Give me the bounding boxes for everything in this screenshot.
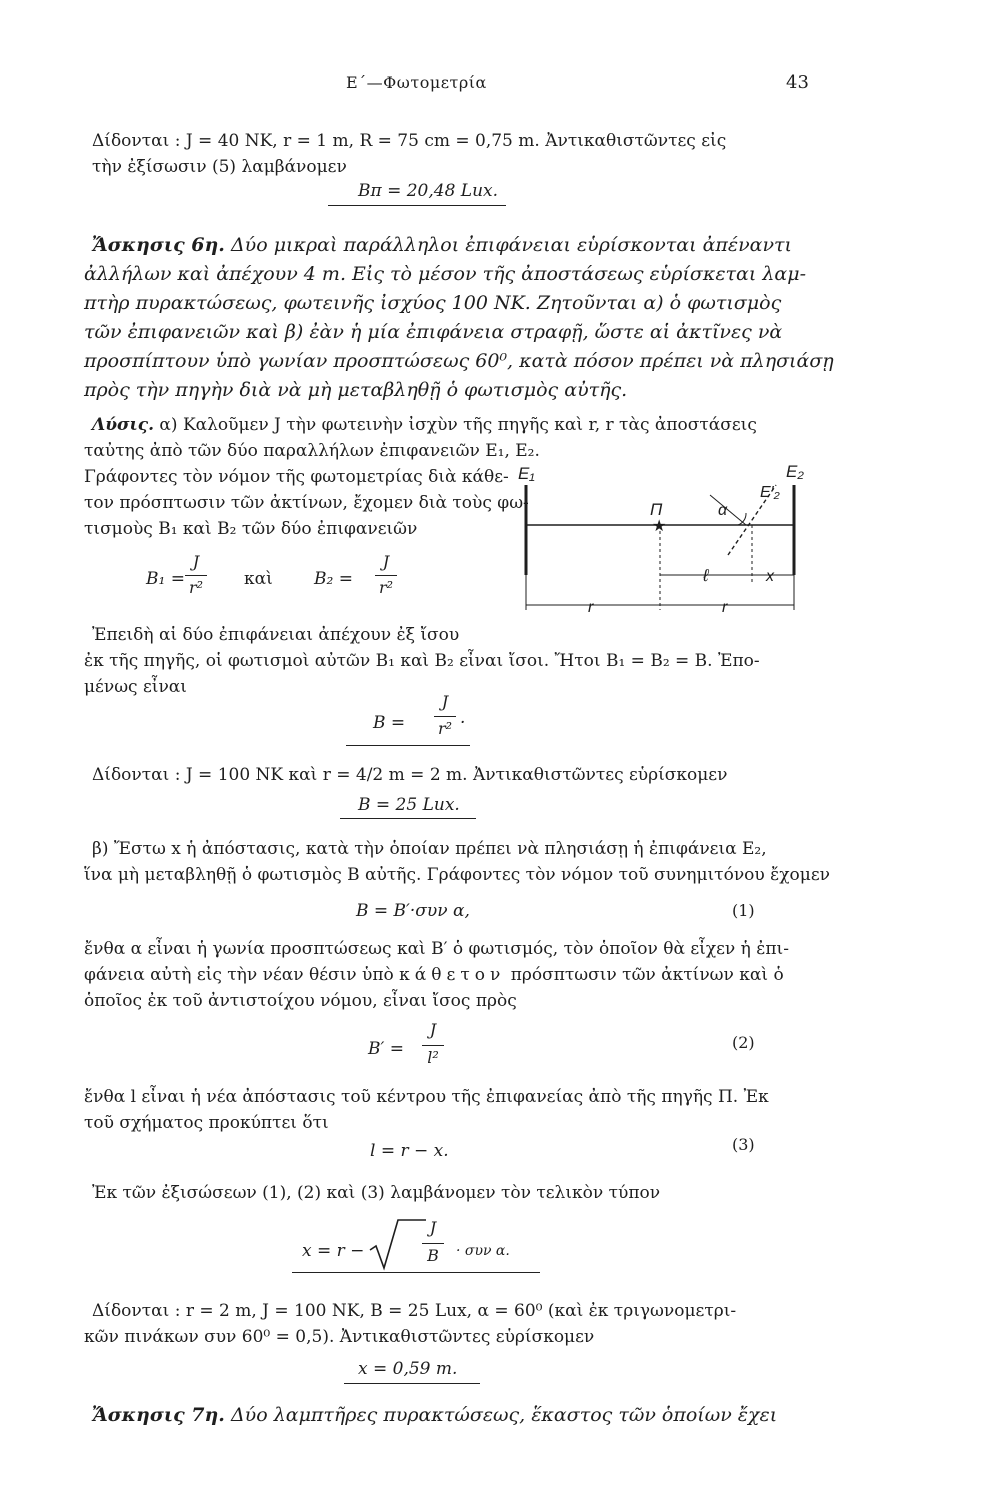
given-line-3: Δίδονται : J = 100 NK καὶ r = 4/2 m = 2 m. Ἀντικαθιστῶντες εὑρίσκομεν (92, 765, 728, 785)
exercise-6-line-2: ἀλλήλων καὶ ἀπέχουν 4 m. Εἰς τὸ μέσον τῆς ἀποστάσεως εὑρίσκεται λαμ- (84, 263, 807, 285)
result-b: B = 25 Lux. (358, 795, 460, 815)
solution-line-7: ἐκ τῆς πηγῆς, οἱ φωτισμοὶ αὐτῶν B₁ καὶ B₂ εἶναι ἴσοι. Ἤτοι B₁ = B₂ = B. Ἐπο- (84, 651, 760, 671)
final-underline (292, 1272, 540, 1273)
figure-label-e2-prime: E′₂ (760, 484, 780, 501)
eq-2-fraction-bar (422, 1045, 444, 1046)
part-b-line-5: ὁποῖος ἐκ τοῦ ἀντιστοίχου νόμου, εἶναι ἴσος πρὸς (84, 991, 517, 1011)
figure-label-x: x (766, 568, 774, 585)
geometry-figure (510, 455, 810, 625)
result-b-underline (340, 818, 476, 819)
result-x-underline (344, 1383, 480, 1384)
ray-line (710, 495, 746, 525)
eq-b2-lhs: B₂ = (314, 569, 353, 589)
eq-3: l = r − x. (370, 1141, 449, 1161)
eq-b2-denominator: r² (378, 578, 394, 597)
solution-line-8: μένως εἶναι (84, 677, 187, 697)
final-denominator: B (427, 1246, 439, 1265)
figure-label-source: Π (650, 500, 663, 519)
exercise-6-line-3: πτὴρ πυρακτώσεως, φωτεινῆς ἰσχύος 100 NK. Ζητοῦνται α) ὁ φωτισμὸς (84, 292, 782, 314)
part-b-line-3: ἔνθα α εἶναι ἡ γωνία προσπτώσεως καὶ B′ ὁ φωτισμός, τὸν ὁποῖον θὰ εἶχεν ἡ ἐπι- (84, 939, 789, 959)
part-b-line-4a: φάνεια αὐτὴ εἰς τὴν νέαν θέσιν ὑπὸ (84, 965, 394, 985)
eq-2-label: (2) (732, 1033, 755, 1052)
eq-b-lhs: B = (373, 713, 406, 733)
part-b-line-4b: πρόσπτωσιν τῶν ἀκτίνων καὶ ὁ (510, 965, 784, 985)
eq-3-label: (3) (732, 1135, 755, 1154)
solution-text-1: α) Καλοῦμεν J τὴν φωτεινὴν ἰσχὺν τῆς πηγῆς καὶ r, r τὰς ἀποστάσεις (159, 415, 757, 435)
figure-label-r-left: r (588, 599, 594, 616)
eq-b-underline (346, 745, 470, 746)
eq-2-numerator: J (429, 1020, 437, 1039)
final-lhs: x = r − (302, 1241, 365, 1261)
figure-label-r-right: r (722, 599, 728, 616)
eq-b2-numerator: J (382, 552, 390, 571)
exercise-6-line-6: πρὸς τὴν πηγὴν διὰ νὰ μὴ μεταβληθῇ ὁ φωτισμὸς αὐτῆς. (84, 379, 628, 401)
exercise-6-label: Ἄσκησις 6η. (92, 234, 225, 256)
result-x: x = 0,59 m. (358, 1359, 458, 1379)
exercise-7-text: Δύο λαμπτῆρες πυρακτώσεως, ἕκαστος τῶν ὁποίων ἔχει (230, 1404, 778, 1426)
exercise-7-label: Ἄσκησις 7η. (92, 1404, 225, 1426)
part-b-line-1: β) Ἔστω x ἡ ἀπόστασις, κατὰ τὴν ὁποίαν πρέπει νὰ πλησιάσῃ ἡ ἐπιφάνεια E₂, (92, 839, 767, 859)
eq-b-fraction-bar (434, 716, 456, 717)
solution-label: Λύσις. (92, 415, 155, 435)
figure-label-e2: E₂ (786, 462, 804, 481)
solution-line-5: τισμοὺς B₁ καὶ B₂ τῶν δύο ἐπιφανειῶν (84, 519, 418, 539)
final-fraction-bar (422, 1243, 444, 1244)
result-underline (328, 205, 506, 206)
eq-2-denominator: l² (427, 1048, 439, 1067)
solution-line-4: τον πρόσπτωσιν τῶν ἀκτίνων, ἔχομεν διὰ τοὺς φω- (84, 493, 529, 513)
figure-label-l: ℓ (703, 566, 709, 585)
eq-b-end: · (460, 713, 466, 733)
exercise-6-line-4: τῶν ἐπιφανειῶν καὶ β) ἐὰν ἡ μία ἐπιφάνεια στραφῇ, ὥστε αἱ ἀκτῖνες νὰ (84, 321, 783, 343)
given-line-1: Δίδονται : J = 40 NK, r = 1 m, R = 75 cm = 0,75 m. Ἀντικαθιστῶντες εἰς (92, 131, 727, 151)
exercise-6-line-5: προσπίπτουν ὑπὸ γωνίαν προσπτώσεως 60⁰, κατὰ πόσον πρέπει νὰ πλησιάσῃ (84, 350, 834, 372)
solution-line-1 (92, 414, 757, 436)
part-b-line-8: Ἐκ τῶν ἐξισώσεων (1), (2) καὶ (3) λαμβάνομεν τὸν τελικὸν τύπον (92, 1183, 661, 1203)
part-b-line-4 (84, 964, 784, 986)
eq-2-lhs: B′ = (368, 1039, 405, 1059)
given-line-2: τὴν ἐξίσωσιν (5) λαμβάνομεν (92, 157, 347, 177)
eq-b1-lhs: B₁ = (146, 569, 185, 589)
radical-sign (368, 1216, 428, 1272)
source-star-icon: ★ (652, 518, 667, 535)
eq-b1-numerator: J (192, 552, 200, 571)
part-b-spaced-word: κάθετον (399, 965, 506, 985)
page-number: 43 (786, 72, 809, 93)
eq-b-denominator: r² (437, 719, 453, 738)
eq-and: καὶ (244, 569, 273, 589)
part-b-line-2: ἵνα μὴ μεταβληθῇ ὁ φωτισμὸς B αὐτῆς. Γράφοντες τὸν νόμον τοῦ συνημιτόνου ἔχομεν (84, 865, 830, 885)
eq-b1-denominator: r² (188, 578, 204, 597)
eq-b1-fraction-bar (185, 575, 207, 576)
eq-1: B = B′·συν α, (356, 901, 470, 921)
solution-line-3: Γράφοντες τὸν νόμον τῆς φωτομετρίας διὰ κάθε- (84, 467, 509, 487)
result-bpi: Bπ = 20,48 Lux. (358, 181, 499, 201)
part-b-line-7: τοῦ σχήματος προκύπτει ὅτι (84, 1113, 329, 1133)
solution-line-2: ταὐτης ἀπὸ τῶν δύο παραλλήλων ἐπιφανειῶν E₁, E₂. (84, 441, 540, 461)
final-rhs: · συν α. (456, 1243, 510, 1259)
figure-label-angle: α (718, 502, 728, 519)
final-numerator: J (429, 1218, 437, 1237)
exercise-6-heading (92, 232, 792, 258)
running-header: Ε΄—Φωτομετρία (346, 73, 487, 92)
given-line-5: κῶν πινάκων συν 60⁰ = 0,5). Ἀντικαθιστῶντες εὑρίσκομεν (84, 1327, 595, 1347)
figure-label-e1: E₁ (518, 464, 535, 483)
exercise-7-heading (92, 1402, 777, 1428)
eq-b-numerator: J (441, 692, 449, 711)
exercise-6-line-1: Δύο μικραὶ παράλληλοι ἐπιφάνειαι εὑρίσκονται ἀπέναντι (230, 234, 793, 256)
part-b-line-6: ἔνθα l εἶναι ἡ νέα ἀπόστασις τοῦ κέντρου τῆς ἐπιφανείας ἀπὸ τῆς πηγῆς Π. Ἐκ (84, 1087, 769, 1107)
solution-line-6: Ἐπειδὴ αἱ δύο ἐπιφάνειαι ἀπέχουν ἐξ ἴσου (92, 625, 460, 645)
eq-b2-fraction-bar (375, 575, 397, 576)
given-line-4: Δίδονται : r = 2 m, J = 100 NK, B = 25 Lux, α = 60⁰ (καὶ ἐκ τριγωνομετρι- (92, 1301, 737, 1321)
eq-1-label: (1) (732, 901, 755, 920)
